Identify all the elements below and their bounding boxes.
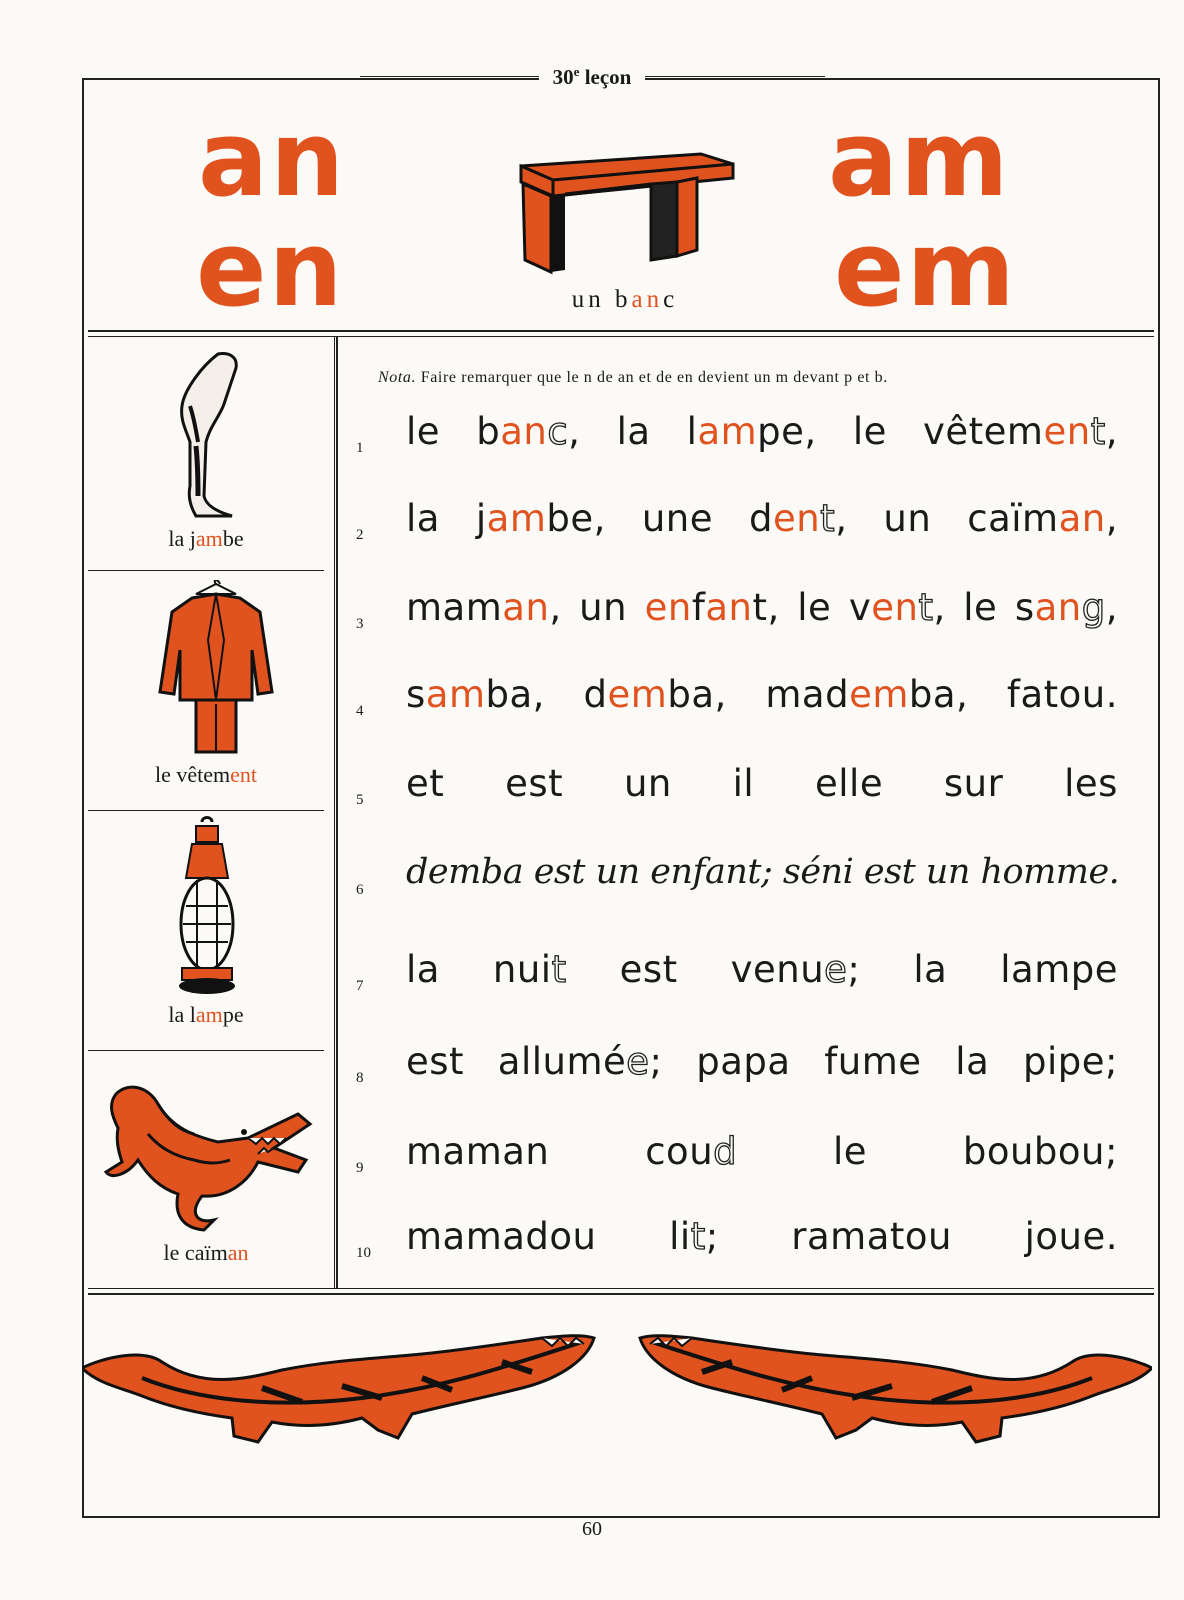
word: [642, 497, 713, 540]
word-part: et: [406, 762, 445, 805]
word: [687, 410, 817, 453]
word: [797, 586, 831, 629]
word-part: ,: [835, 497, 848, 540]
caption-text: la l: [168, 1002, 196, 1027]
word: [853, 410, 887, 453]
word: [505, 762, 563, 805]
word-part: le: [832, 1130, 868, 1173]
reading-line: [0, 1040, 1184, 1110]
word: [963, 1130, 1118, 1173]
highlighted-grapheme: ent: [230, 762, 258, 787]
line-text: [406, 586, 1118, 629]
word-part: caïm: [967, 497, 1059, 540]
line-number: 2: [356, 527, 364, 543]
caption-text: c: [663, 286, 679, 313]
line-number: 1: [356, 440, 364, 456]
word: [731, 948, 861, 991]
word-part: li: [669, 1215, 691, 1258]
word-part: ;: [705, 1215, 719, 1258]
line-text: [406, 1215, 1118, 1258]
reading-line: [0, 410, 1184, 480]
word: [1064, 762, 1118, 805]
reading-line: [0, 1130, 1184, 1200]
word-part: demba est un enfant; séni est un homme.: [406, 852, 1120, 892]
line-number: 9: [356, 1160, 364, 1176]
caption-text: le vêtem: [154, 762, 231, 787]
word-part: ,: [549, 586, 562, 629]
word-part: lampe: [1000, 948, 1118, 991]
silent-letter: t: [551, 948, 567, 991]
word-part: ,: [1105, 410, 1118, 453]
highlighted-grapheme: en: [1043, 410, 1091, 453]
word: [584, 673, 727, 716]
word: [406, 673, 545, 716]
silent-letter: e: [824, 948, 848, 991]
word-part: maman: [406, 1130, 550, 1173]
word: [493, 948, 567, 991]
word: [913, 948, 947, 991]
word-part: sur: [943, 762, 1004, 805]
line-number: 7: [356, 978, 364, 994]
highlighted-grapheme: am: [425, 673, 486, 716]
word: [617, 410, 651, 453]
highlighted-grapheme: an: [705, 586, 753, 629]
silent-letter: d: [713, 1130, 738, 1173]
word: [849, 586, 946, 629]
reading-line: [0, 497, 1184, 567]
word-part: vêtem: [923, 410, 1044, 453]
word: [1000, 948, 1118, 991]
word: [733, 762, 755, 805]
word: [1015, 586, 1118, 629]
reading-line: [0, 762, 1184, 832]
word: [791, 1215, 952, 1258]
highlighted-grapheme: am: [486, 497, 547, 540]
word-part: s: [1014, 586, 1035, 629]
word: [620, 948, 678, 991]
line-text: [406, 852, 1118, 892]
word: [645, 586, 780, 629]
word-part: nui: [492, 948, 552, 991]
word-part: le: [963, 586, 998, 629]
bench-icon: [501, 144, 751, 284]
reading-line: [0, 948, 1184, 1018]
highlighted-grapheme: an: [502, 586, 550, 629]
grapheme-em: em: [834, 208, 1017, 330]
word: [765, 673, 968, 716]
word-part: fume: [824, 1040, 922, 1083]
line-number: 6: [356, 882, 364, 898]
grapheme-an: an: [198, 98, 347, 220]
word-part: un: [623, 762, 672, 805]
word-part: joue.: [1024, 1215, 1118, 1258]
word-part: le: [852, 410, 887, 453]
word-part: est: [406, 1040, 465, 1083]
word-part: la: [616, 410, 651, 453]
word: [624, 762, 672, 805]
word-part: ;: [649, 1040, 663, 1083]
highlighted-grapheme: en: [644, 586, 692, 629]
word: [406, 1040, 464, 1083]
highlighted-grapheme: en: [871, 586, 919, 629]
word-part: s: [406, 673, 426, 716]
word-part: ,: [933, 586, 946, 629]
word: [406, 410, 440, 453]
word-part: la: [955, 1040, 990, 1083]
word-part: ;: [847, 948, 861, 991]
word-part: j: [475, 497, 487, 540]
line-text: [406, 673, 1118, 716]
line-number: 5: [356, 792, 364, 808]
word-part: allumé: [497, 1040, 627, 1083]
word: [749, 497, 848, 540]
line-text: [406, 410, 1118, 453]
word-part: un: [579, 586, 628, 629]
word: [1023, 1040, 1118, 1083]
word-part: fatou.: [1006, 673, 1118, 716]
highlighted-grapheme: em: [607, 673, 668, 716]
word: [645, 1130, 737, 1173]
word-part: ,: [1105, 586, 1118, 629]
word: [406, 497, 440, 540]
grapheme-header: [86, 82, 1156, 332]
line-number: 8: [356, 1070, 364, 1086]
word: [579, 586, 627, 629]
word-part: ramatou: [791, 1215, 952, 1258]
word: [923, 410, 1118, 453]
line-text: [406, 1130, 1118, 1173]
highlighted-grapheme: am: [195, 526, 223, 551]
highlighted-grapheme: en: [772, 497, 821, 540]
word-part: l: [686, 410, 698, 453]
word: [669, 1215, 719, 1258]
line-number: 10: [356, 1245, 371, 1261]
silent-letter: t: [690, 1215, 706, 1258]
crocodiles-illustration-icon: [82, 1318, 1152, 1468]
word-part: papa: [696, 1040, 791, 1083]
reading-line: [0, 1215, 1184, 1285]
word-part: ba,: [485, 673, 545, 716]
word-part: ba,: [908, 673, 969, 716]
word: [963, 586, 997, 629]
line-number: 3: [356, 616, 364, 632]
word: [498, 1040, 663, 1083]
caption-text: un b: [571, 286, 632, 313]
caption-text: le caïm: [163, 1240, 228, 1265]
word-part: les: [1064, 762, 1118, 805]
word-part: le: [406, 410, 441, 453]
word-part: ,: [1105, 497, 1118, 540]
reading-line: [0, 673, 1184, 743]
word: [824, 1040, 921, 1083]
nota-instruction: Nota. Faire remarquer que le n de an et de en devient un m devant p et b.: [378, 369, 888, 386]
word: [967, 497, 1118, 540]
word-part: d: [748, 497, 773, 540]
line-text: [406, 1040, 1118, 1083]
word: [1007, 673, 1118, 716]
line-text: [406, 762, 1118, 805]
silent-letter: g: [1081, 586, 1106, 629]
grapheme-am: am: [828, 98, 1011, 220]
highlighted-grapheme: an: [500, 410, 548, 453]
word-part: t,: [752, 586, 780, 629]
word: [883, 497, 931, 540]
line-number: 4: [356, 703, 364, 719]
highlighted-grapheme: an: [631, 286, 664, 313]
word: [406, 762, 444, 805]
word: [815, 762, 883, 805]
word: [406, 1215, 597, 1258]
word-part: est: [505, 762, 564, 805]
word-part: boubou;: [962, 1130, 1118, 1173]
bench-caption: [86, 286, 1160, 314]
word-part: cou: [645, 1130, 714, 1173]
word: [476, 497, 606, 540]
line-text: [406, 497, 1118, 540]
word: [955, 1040, 989, 1083]
word-part: d: [583, 673, 608, 716]
word-part: ba,: [667, 673, 727, 716]
lesson-title: 30e leçon: [0, 64, 1184, 90]
silent-letter: t: [918, 586, 934, 629]
caption-text: la j: [168, 526, 196, 551]
word-part: est: [619, 948, 678, 991]
highlighted-grapheme: an: [1058, 497, 1106, 540]
word: [833, 1130, 867, 1173]
caption-text: be: [222, 526, 244, 551]
word: [476, 410, 580, 453]
grapheme-en: en: [196, 208, 345, 330]
word-part: mad: [765, 673, 850, 716]
word-part: elle: [815, 762, 884, 805]
highlighted-grapheme: em: [849, 673, 909, 716]
word-part: le: [797, 586, 832, 629]
silent-letter: e: [626, 1040, 650, 1083]
word-part: un: [883, 497, 932, 540]
word-part: v: [848, 586, 872, 629]
word-part: pe,: [757, 410, 817, 453]
highlighted-grapheme: an: [227, 1240, 249, 1265]
word: [944, 762, 1003, 805]
reading-line: [0, 586, 1184, 656]
reading-line: [0, 852, 1184, 922]
word: [406, 1130, 549, 1173]
word-part: la: [406, 948, 440, 991]
line-text: [406, 948, 1118, 991]
word: [696, 1040, 790, 1083]
highlighted-grapheme: an: [1034, 586, 1082, 629]
footer-divider: [88, 1288, 1154, 1295]
word-part: pipe;: [1022, 1040, 1118, 1083]
word-part: la: [406, 497, 440, 540]
word-part: une: [641, 497, 714, 540]
word: [406, 586, 562, 629]
word-part: la: [913, 948, 948, 991]
word-part: mamadou: [406, 1215, 597, 1258]
word-part: b: [476, 410, 501, 453]
word-part: f: [691, 586, 706, 629]
silent-letter: c: [547, 410, 569, 453]
word-part: ,: [568, 410, 581, 453]
word-part: venu: [730, 948, 825, 991]
silent-letter: t: [1090, 410, 1106, 453]
word-part: il: [732, 762, 755, 805]
word: [406, 948, 440, 991]
highlighted-grapheme: am: [697, 410, 758, 453]
word-part: be,: [546, 497, 606, 540]
highlighted-grapheme: am: [195, 1002, 223, 1027]
caption-text: pe: [222, 1002, 244, 1027]
word: [1025, 1215, 1118, 1258]
word: [406, 852, 1119, 892]
silent-letter: t: [820, 497, 836, 540]
word-part: mam: [406, 586, 503, 629]
page-number: 60: [582, 1518, 602, 1540]
